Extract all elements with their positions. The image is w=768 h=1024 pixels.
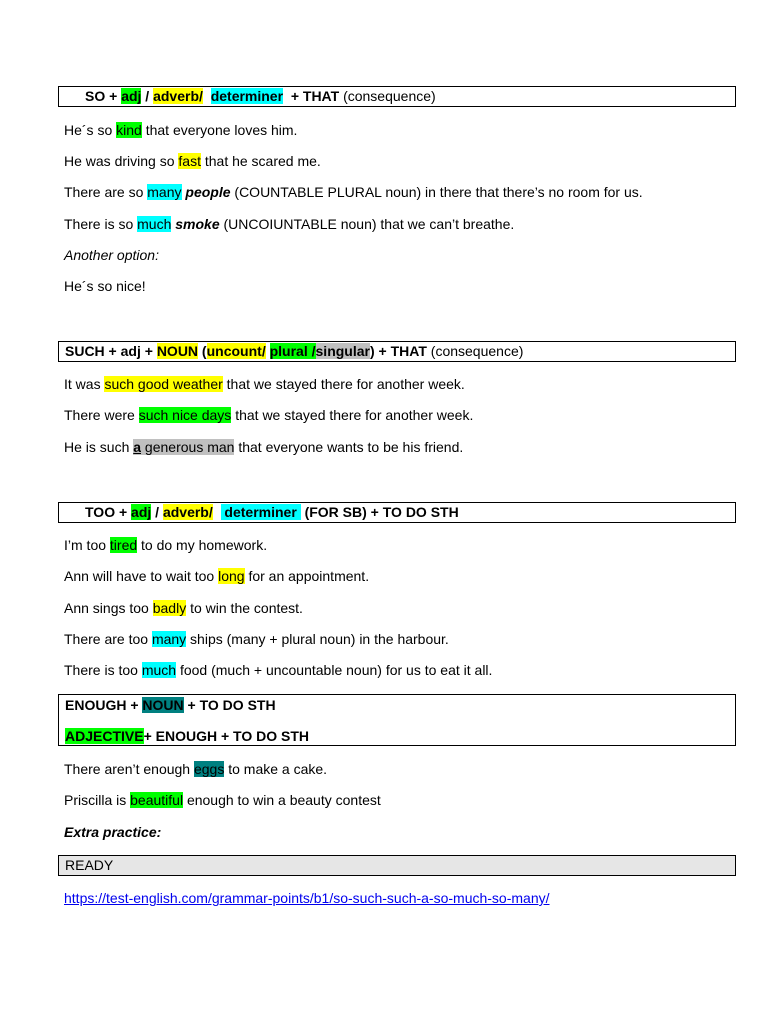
so-rule-adverb: adverb/ [153,88,203,104]
so-rule-determiner: determiner [210,88,284,104]
so-example-3: There are so many people (COUNTABLE PLURAL noun) in there that there’s no room for us. [64,184,643,200]
such-example-1: It was such good weather that we stayed there for another week. [64,376,465,392]
such-rule-consequence: (consequence) [426,343,524,359]
such-rule-singular: singular [315,343,370,359]
too-example-3: Ann sings too badly to win the contest. [64,600,303,616]
so-rule-lead: SO + [85,88,122,104]
another-option-label: Another option: [64,247,159,263]
too-example-1: I’m too tired to do my homework. [64,537,268,553]
too-rule-adj: adj [131,504,152,520]
so-rule-that: + THAT [283,88,340,104]
so-rule-consequence: (consequence) [339,88,436,104]
such-rule-plural: plural / [269,343,316,359]
such-example-2: There were such nice days that we stayed there for another week. [64,407,474,423]
enough-rule-adjective: ADJECTIVE [65,728,144,744]
so-example-1: He´s so kind that everyone loves him. [64,122,298,138]
enough-example-2: Priscilla is beautiful enough to win a beauty contest [64,792,381,808]
enough-example-1: There aren’t enough eggs to make a cake. [64,761,328,777]
enough-rule-adjective-line: ADJECTIVE+ ENOUGH + TO DO STH [65,728,310,744]
so-example-4: There is so much smoke (UNCOIUNTABLE noun) that we can’t breathe. [64,216,515,232]
too-example-5: There is too much food (much + uncountable noun) for us to eat it all. [64,662,493,678]
such-rule-noun: NOUN [156,343,199,359]
too-example-2: Ann will have to wait too long for an appointment. [64,568,370,584]
too-rule-adverb: adverb/ [162,504,213,520]
ready-box: READY [58,855,736,876]
such-rule-box: SUCH + adj + NOUN (uncount/ plural /singular) + THAT (consequence) [58,341,736,362]
enough-rule-noun-line: ENOUGH + NOUN + TO DO STH [65,697,276,713]
enough-rule-noun: NOUN [142,697,184,713]
too-rule-determiner: determiner [220,504,301,520]
so-example-nice: He´s so nice! [64,278,146,294]
too-example-4: There are too many ships (many + plural noun) in the harbour. [64,631,449,647]
enough-rule-box [58,694,736,746]
practice-link[interactable]: https://test-english.com/grammar-points/b1/so-such-such-a-so-much-so-many/ [64,890,550,906]
so-rule-box: SO + adj / adverb/ determiner + THAT (consequence) [58,86,736,107]
extra-practice-label: Extra practice: [64,824,162,840]
such-rule-uncount: uncount/ [206,343,266,359]
such-example-3: He is such a generous man that everyone wants to be his friend. [64,439,464,455]
too-rule-box: TOO + adj / adverb/ determiner (FOR SB) + TO DO STH [58,502,736,523]
so-example-2: He was driving so fast that he scared me. [64,153,321,169]
so-rule-adj: adj [121,88,142,104]
